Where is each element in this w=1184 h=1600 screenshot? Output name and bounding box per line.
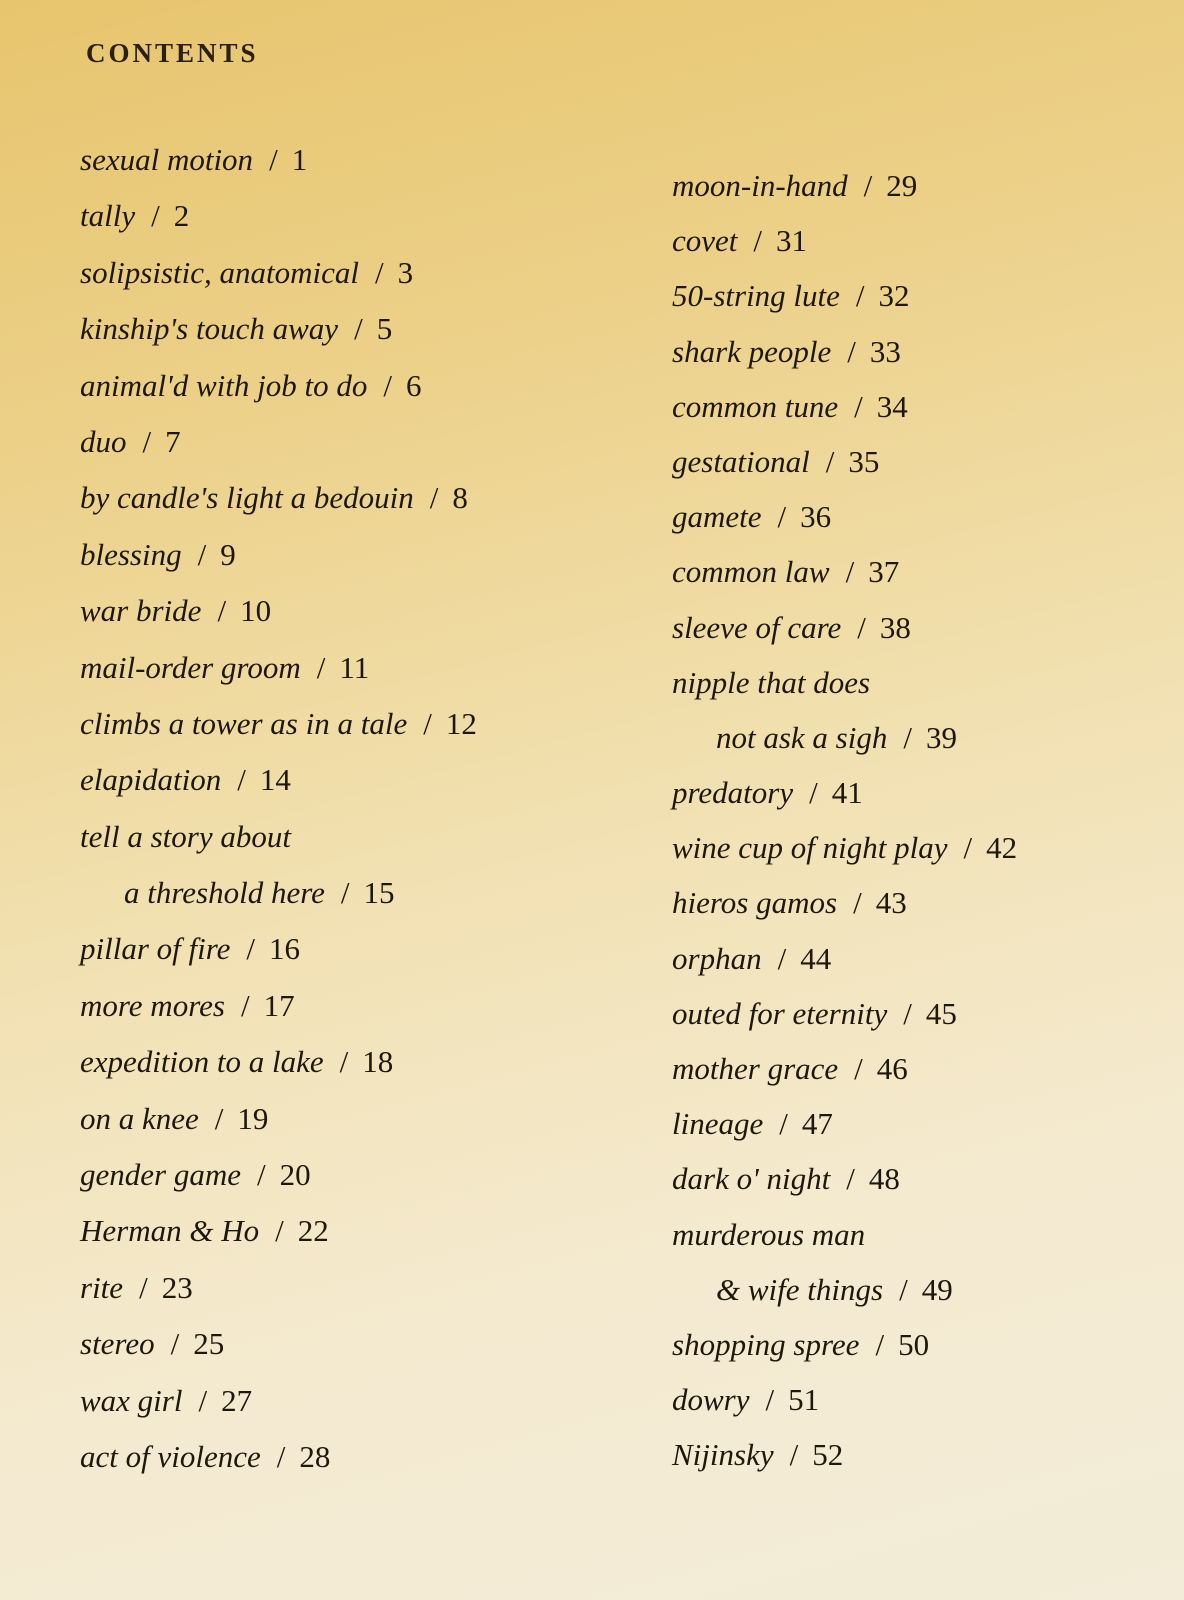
toc-entry-title: dark o' night [672, 1161, 831, 1197]
toc-entry-title: war bride [80, 593, 202, 629]
toc-entry [80, 1153, 640, 1197]
toc-entry [672, 1323, 1172, 1367]
toc-page-number: 29 [886, 168, 918, 203]
toc-separator: / [779, 1106, 788, 1142]
toc-page-number: 20 [279, 1157, 311, 1193]
toc-entry-title: solipsistic, anatomical [80, 254, 359, 290]
toc-entry-title: climbs a tower as in a tale [80, 705, 408, 741]
toc-entry-title: covet [672, 223, 738, 259]
toc-separator: / [903, 995, 912, 1031]
toc-entry-title: wine cup of night play [672, 830, 948, 866]
toc-entry [672, 385, 1172, 429]
toc-entry-title: dowry [672, 1382, 750, 1418]
toc-page-number: 45 [925, 995, 957, 1031]
toc-entry [672, 440, 1172, 484]
toc-page-number: 46 [876, 1051, 908, 1086]
toc-page-number: 2 [173, 198, 190, 234]
toc-entry [80, 871, 640, 915]
toc-entry-title: expedition to a lake [80, 1044, 324, 1080]
toc-separator: / [875, 1326, 885, 1362]
toc-entry [672, 661, 1172, 705]
toc-entry [80, 1097, 640, 1141]
toc-page-number: 11 [339, 649, 370, 685]
toc-entry [80, 1266, 640, 1310]
toc-separator: / [825, 443, 835, 479]
toc-page-number: 6 [406, 367, 422, 403]
toc-separator: / [845, 554, 855, 590]
toc-entry [80, 1209, 640, 1253]
toc-entry-title: gamete [672, 499, 762, 535]
toc-page-number: 23 [161, 1269, 193, 1305]
toc-separator: / [854, 388, 863, 424]
toc-page-number: 3 [397, 254, 414, 290]
toc-page-number: 22 [297, 1213, 329, 1249]
toc-page-number: 52 [812, 1437, 844, 1473]
toc-entry-title: moon-in-hand [672, 168, 848, 203]
toc-entry [80, 1040, 640, 1084]
toc-entry-title: tell a story about [80, 818, 291, 854]
toc-entry-title: nipple that does [672, 664, 871, 700]
toc-entry [672, 495, 1172, 539]
toc-separator: / [217, 593, 227, 629]
toc-entry-title: mail-order groom [80, 649, 301, 685]
toc-entry [672, 1047, 1172, 1091]
toc-entry [672, 771, 1172, 815]
toc-page-number: 50 [898, 1326, 930, 1362]
toc-page-number: 39 [926, 719, 957, 755]
toc-separator: / [256, 1157, 266, 1193]
toc-entry [80, 476, 640, 520]
toc-entry [80, 984, 640, 1028]
toc-separator: / [777, 499, 787, 535]
toc-entry [80, 1435, 640, 1479]
toc-separator: / [903, 719, 912, 755]
toc-entry [80, 646, 640, 690]
toc-entry-title: shopping spree [672, 1326, 860, 1362]
toc-entry [80, 251, 640, 295]
toc-page-number: 27 [221, 1382, 253, 1418]
toc-entry-title: duo [80, 423, 127, 459]
toc-separator: / [316, 649, 326, 685]
toc-page-number: 28 [299, 1438, 331, 1474]
toc-entry [672, 1433, 1172, 1477]
toc-right-column [672, 164, 1172, 1489]
toc-page-number: 8 [452, 480, 468, 516]
toc-page-number: 43 [875, 885, 907, 921]
toc-entry [80, 364, 640, 408]
toc-page-number: 47 [801, 1106, 833, 1142]
toc-separator: / [354, 311, 363, 347]
toc-separator: / [339, 1044, 349, 1080]
toc-page-number: 15 [363, 875, 395, 911]
toc-entry [80, 1379, 640, 1423]
toc-page-number: 1 [291, 142, 308, 177]
toc-entry-title: & wife things [716, 1271, 884, 1307]
toc-entry-title: blessing [80, 536, 182, 572]
toc-entry [672, 1378, 1172, 1422]
toc-entry [80, 194, 640, 238]
toc-entry-title: 50-string lute [672, 278, 840, 314]
toc-entry [672, 1213, 1172, 1257]
toc-page-number: 37 [868, 554, 900, 590]
toc-entry [80, 815, 640, 859]
toc-page-number: 33 [869, 333, 901, 369]
toc-page-number: 5 [376, 311, 393, 347]
toc-entry [80, 589, 640, 633]
toc-page-number: 38 [879, 609, 911, 645]
toc-page-number: 42 [986, 830, 1018, 866]
toc-page-number: 44 [800, 940, 832, 976]
toc-separator: / [383, 367, 392, 403]
toc-entry [672, 881, 1172, 925]
toc-entry [672, 330, 1172, 374]
toc-entry-title: more mores [80, 987, 225, 1023]
toc-separator: / [197, 536, 207, 572]
toc-page-number: 10 [240, 593, 272, 629]
toc-page-number: 19 [237, 1100, 269, 1136]
toc-page-number: 36 [800, 499, 832, 535]
toc-entry-title: mother grace [672, 1051, 839, 1086]
toc-entry-title: rite [80, 1269, 124, 1305]
toc-page-number: 17 [263, 987, 295, 1023]
toc-entry-title: kinship's touch away [80, 311, 339, 347]
toc-entry [80, 1322, 640, 1366]
toc-separator: / [340, 875, 350, 911]
toc-separator: / [789, 1437, 799, 1473]
toc-page-number: 51 [788, 1382, 820, 1418]
toc-entry-title: on a knee [80, 1100, 199, 1136]
toc-entry-title: gestational [672, 443, 810, 479]
toc-page-number: 32 [878, 278, 910, 314]
toc-separator: / [198, 1382, 208, 1418]
toc-entry [672, 550, 1172, 594]
toc-entry-title: shark people [672, 333, 832, 369]
toc-page-number: 35 [848, 443, 880, 479]
toc-separator: / [142, 423, 152, 459]
toc-entry-title: pillar of fire [80, 931, 231, 967]
toc-entry-title: orphan [672, 940, 762, 976]
toc-page-number: 49 [921, 1271, 953, 1307]
toc-entry-title: sleeve of care [672, 609, 842, 645]
toc-entry-title: murderous man [672, 1216, 866, 1252]
toc-entry [80, 927, 640, 971]
toc-entry-title: outed for eternity [672, 995, 888, 1031]
toc-entry-title: tally [80, 198, 136, 234]
toc-entry-title: hieros gamos [672, 885, 838, 921]
toc-separator: / [857, 609, 866, 645]
toc-separator: / [853, 885, 862, 921]
toc-page-number: 48 [868, 1161, 900, 1197]
toc-separator: / [847, 333, 856, 369]
toc-separator: / [777, 940, 787, 976]
toc-entry-title: common tune [672, 388, 839, 424]
toc-separator: / [863, 168, 873, 203]
toc-entry-title: elapidation [80, 762, 222, 798]
toc-entry-title: Herman & Ho [80, 1213, 260, 1249]
toc-left-column [80, 138, 640, 1491]
toc-separator: / [753, 223, 763, 259]
toc-separator: / [151, 198, 160, 234]
toc-entry [672, 716, 1172, 760]
toc-entry-title: not ask a sigh [716, 719, 888, 755]
toc-page-number: 9 [220, 536, 236, 572]
toc-entry [672, 1157, 1172, 1201]
toc-separator: / [214, 1100, 224, 1136]
toc-separator: / [269, 142, 278, 177]
toc-entry-title: act of violence [80, 1438, 261, 1474]
toc-page-number: 41 [831, 775, 863, 811]
toc-separator: / [765, 1382, 775, 1418]
toc-separator: / [855, 278, 865, 314]
toc-entry-title: by candle's light a bedouin [80, 480, 414, 516]
toc-separator: / [375, 254, 384, 290]
toc-page-number: 34 [876, 388, 908, 424]
toc-separator: / [963, 830, 973, 866]
toc-page-number: 31 [776, 223, 808, 259]
toc-separator: / [139, 1269, 148, 1305]
toc-entry [80, 420, 640, 464]
toc-entry [672, 606, 1172, 650]
toc-separator: / [854, 1051, 863, 1086]
toc-separator: / [429, 480, 439, 516]
toc-separator: / [170, 1326, 180, 1362]
toc-entry-title: Nijinsky [672, 1437, 774, 1473]
toc-page-number: 25 [193, 1326, 225, 1362]
toc-separator: / [237, 762, 246, 798]
toc-entry-title: common law [672, 554, 830, 590]
toc-separator: / [846, 1161, 855, 1197]
toc-entry-title: gender game [80, 1157, 241, 1193]
toc-entry-title: sexual motion [80, 142, 254, 177]
toc-entry [672, 274, 1172, 318]
toc-entry [80, 138, 640, 182]
toc-separator: / [246, 931, 256, 967]
toc-entry [80, 702, 640, 746]
toc-entry [672, 826, 1172, 870]
toc-entry [80, 533, 640, 577]
toc-page-number: 18 [362, 1044, 394, 1080]
toc-separator: / [276, 1438, 286, 1474]
toc-entry-title: predatory [672, 775, 794, 811]
contents-heading: CONTENTS [86, 38, 259, 68]
toc-entry-title: a threshold here [124, 875, 325, 911]
toc-separator: / [275, 1213, 284, 1249]
toc-entry [80, 307, 640, 351]
toc-entry [672, 1268, 1172, 1312]
toc-entry [672, 164, 1172, 208]
toc-page-number: 14 [259, 762, 291, 798]
toc-page-number: 16 [269, 931, 301, 967]
toc-separator: / [423, 705, 432, 741]
toc-separator: / [809, 775, 818, 811]
toc-entry-title: stereo [80, 1326, 155, 1362]
toc-entry [80, 758, 640, 802]
toc-separator: / [899, 1271, 908, 1307]
toc-entry-title: animal'd with job to do [80, 367, 368, 403]
toc-entry [672, 937, 1172, 981]
toc-entry [672, 1102, 1172, 1146]
toc-page-number: 12 [445, 705, 477, 741]
toc-entry-title: lineage [672, 1106, 764, 1142]
toc-entry [672, 219, 1172, 263]
toc-entry [672, 992, 1172, 1036]
toc-entry-title: wax girl [80, 1382, 183, 1418]
toc-page-number: 7 [165, 423, 181, 459]
toc-separator: / [240, 987, 250, 1023]
